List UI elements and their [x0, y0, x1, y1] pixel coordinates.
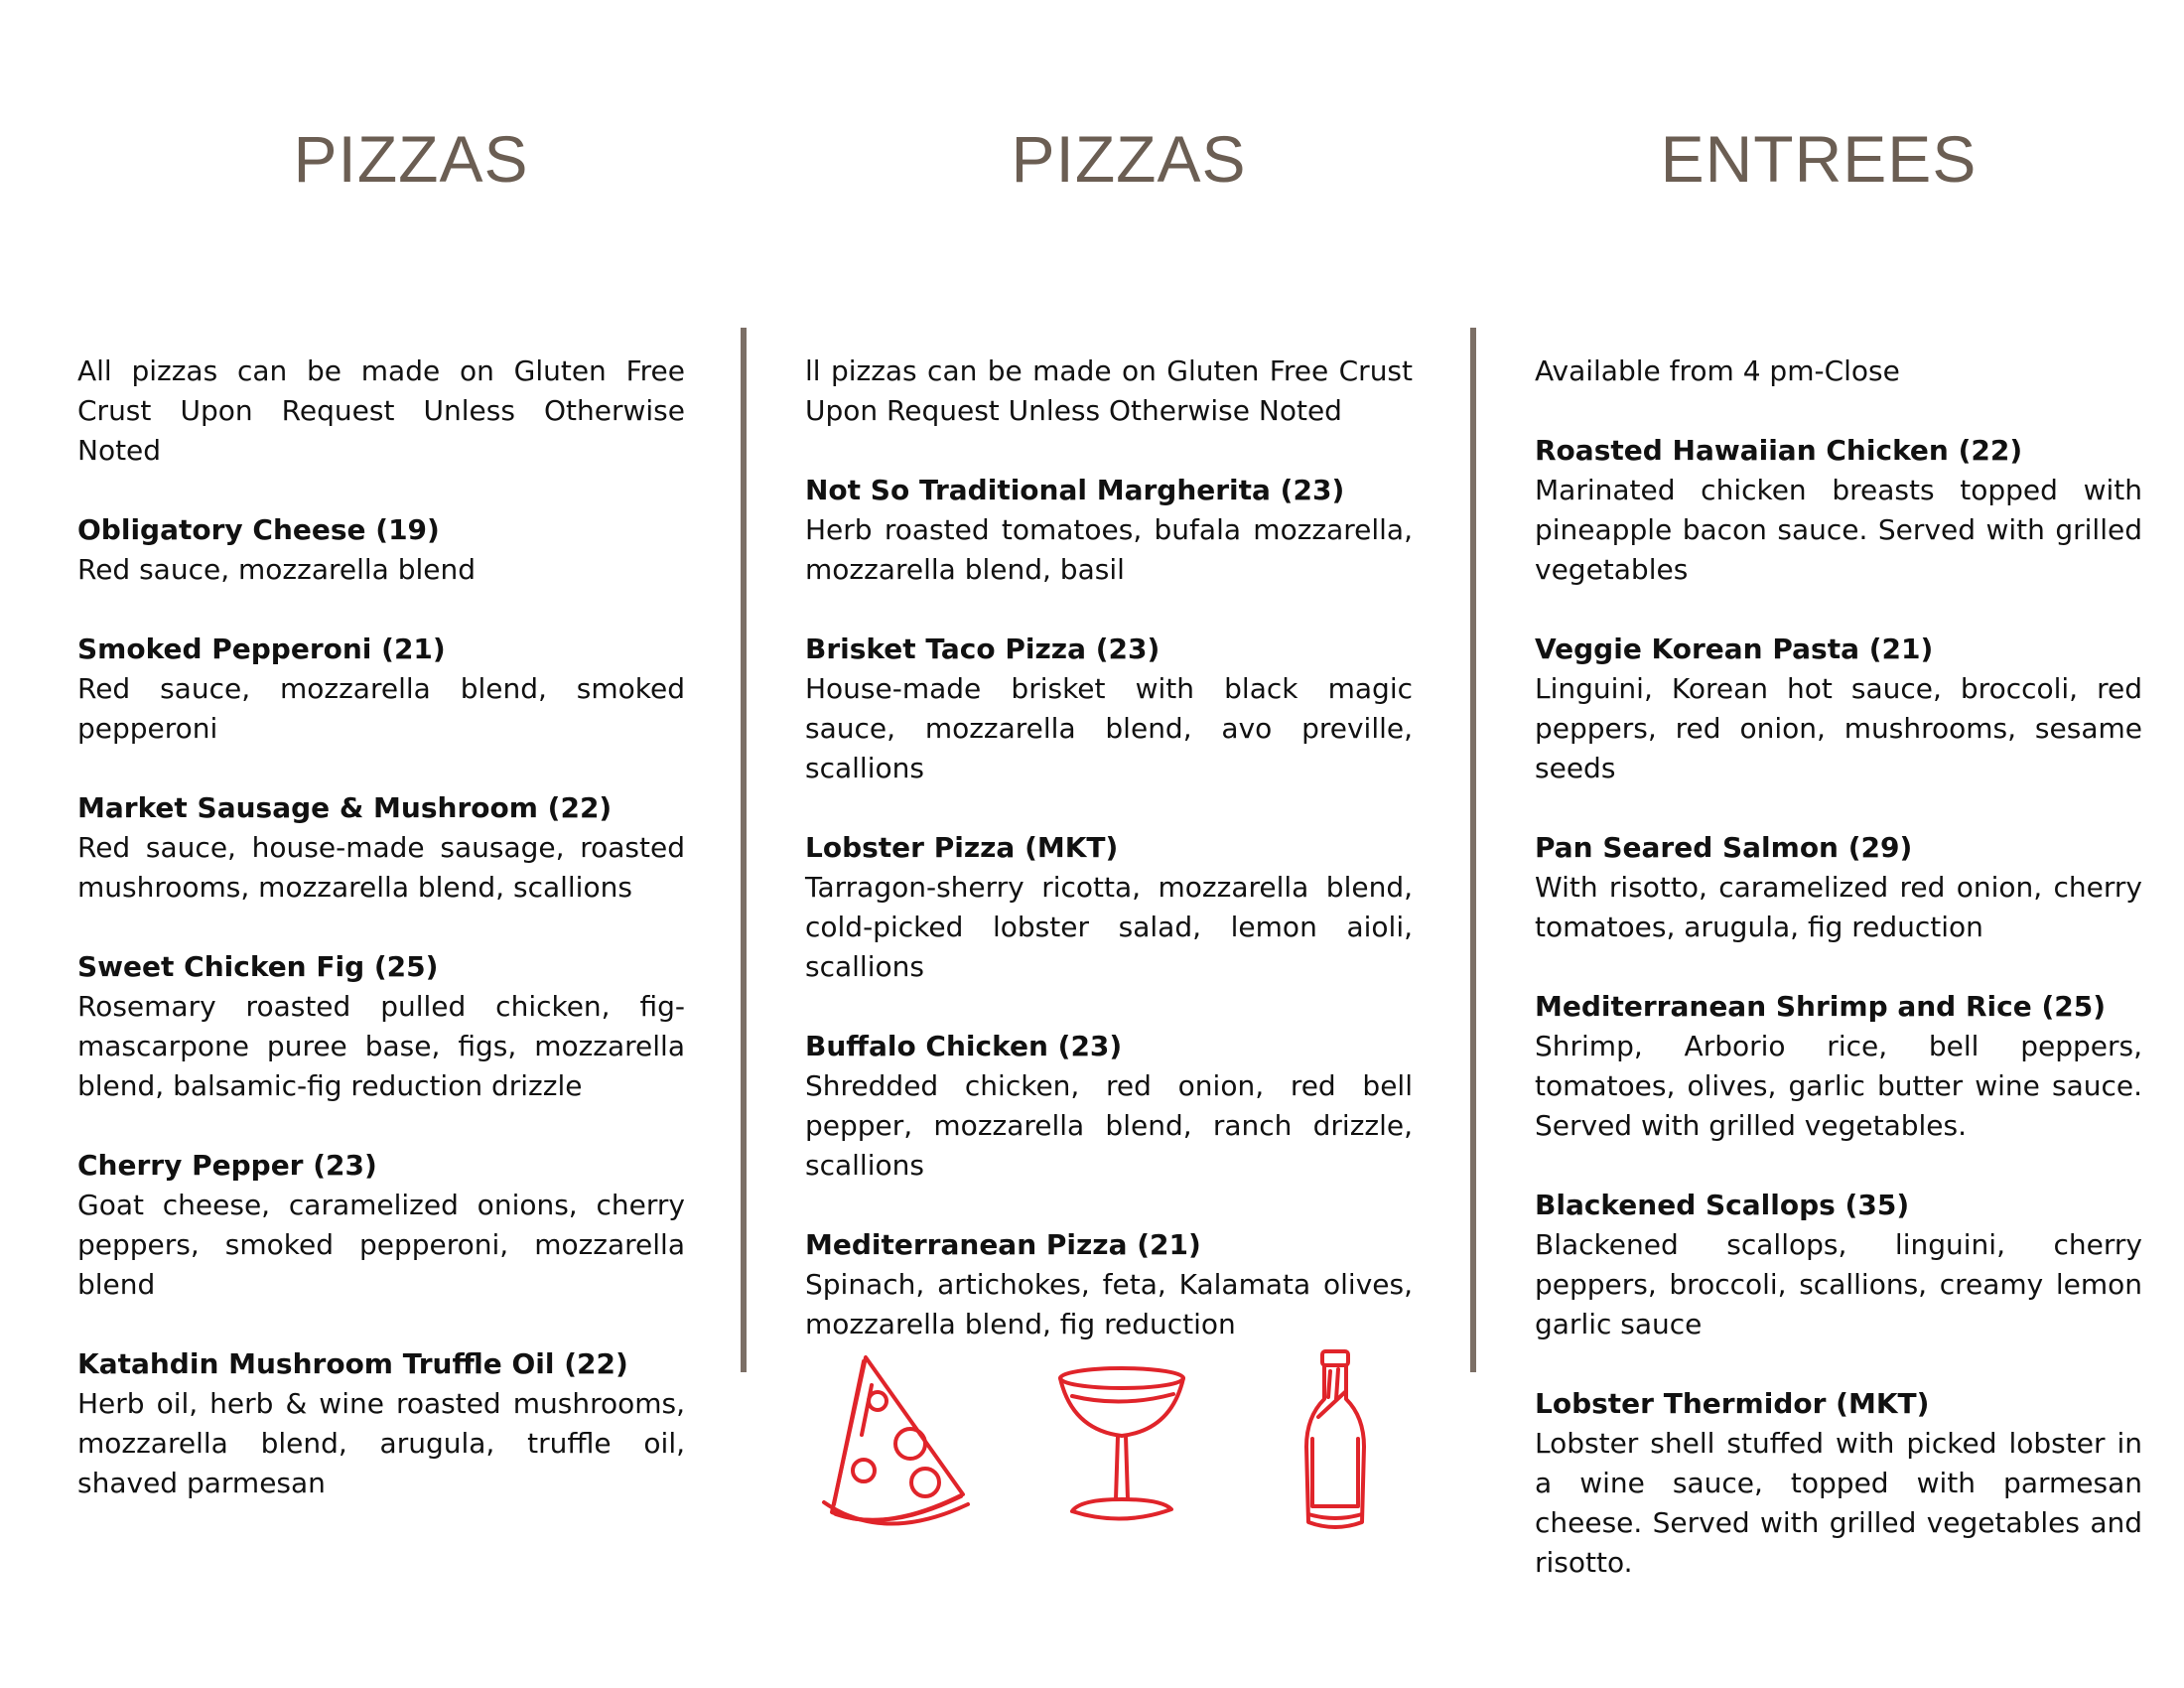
item-description: Lobster shell stuffed with picked lobster in a wine sauce, topped with parmesan cheese. Served with grilled vegetables and risotto.: [1535, 1427, 2142, 1579]
item-name: Mediterranean Pizza (21): [805, 1228, 1201, 1261]
item-description: Shredded chicken, red onion, red bell pepper, mozzarella blend, ranch drizzle, scallions: [805, 1069, 1413, 1182]
menu-item: [805, 1225, 1413, 1344]
bottle-icon: [1291, 1347, 1380, 1536]
item-name: Buffalo Chicken (23): [805, 1030, 1123, 1062]
item-description: Rosemary roasted pulled chicken, fig-mascarpone puree base, figs, mozzarella blend, balsamic-fig reduction drizzle: [77, 990, 685, 1102]
item-description: House-made brisket with black magic sauce, mozzarella blend, avo preville, scallions: [805, 672, 1413, 784]
menu-item: [805, 1027, 1413, 1186]
menu-item: [1535, 987, 2142, 1146]
item-description: Linguini, Korean hot sauce, broccoli, red peppers, red onion, mushrooms, sesame seeds: [1535, 672, 2142, 784]
item-name: Obligatory Cheese (19): [77, 513, 440, 546]
item-description: Goat cheese, caramelized onions, cherry peppers, smoked pepperoni, mozzarella blend: [77, 1189, 685, 1301]
item-name: Market Sausage & Mushroom (22): [77, 791, 613, 824]
item-description: Tarragon-sherry ricotta, mozzarella blend, cold-picked lobster salad, lemon aioli, scallions: [805, 871, 1413, 983]
menu-item: [77, 1146, 685, 1305]
availability-note: Available from 4 pm-Close: [1535, 354, 1900, 387]
section-heading: ENTREES: [1660, 122, 1978, 196]
pizza-slice-icon: [814, 1345, 973, 1544]
cocktail-glass-icon: [1052, 1360, 1191, 1529]
menu-item: [1535, 1186, 2142, 1344]
item-name: Katahdin Mushroom Truffle Oil (22): [77, 1347, 628, 1380]
menu-item: [77, 630, 685, 749]
item-description: Red sauce, mozzarella blend, smoked pepperoni: [77, 672, 685, 745]
item-name: Not So Traditional Margherita (23): [805, 474, 1345, 506]
column-content: [77, 352, 685, 1543]
decorative-doodles: [814, 1345, 1410, 1544]
column-content: [1535, 352, 2142, 1622]
item-name: Roasted Hawaiian Chicken (22): [1535, 434, 2023, 467]
column-divider: [1470, 328, 1476, 1372]
menu-item: [1535, 828, 2142, 947]
item-description: Marinated chicken breasts topped with pineapple bacon sauce. Served with grilled vegetables: [1535, 474, 2142, 586]
menu-item: [1535, 1384, 2142, 1583]
menu-item: [77, 788, 685, 908]
item-description: Herb oil, herb & wine roasted mushrooms, mozzarella blend, arugula, truffle oil, shaved parmesan: [77, 1387, 685, 1499]
item-name: Cherry Pepper (23): [77, 1149, 377, 1182]
item-name: Smoked Pepperoni (21): [77, 633, 446, 665]
item-name: Sweet Chicken Fig (25): [77, 950, 439, 983]
item-description: With risotto, caramelized red onion, cherry tomatoes, arugula, fig reduction: [1535, 871, 2142, 943]
item-description: Shrimp, Arborio rice, bell peppers, tomatoes, olives, garlic butter wine sauce. Served with grilled vegetables.: [1535, 1030, 2142, 1142]
item-description: Herb roasted tomatoes, bufala mozzarella, mozzarella blend, basil: [805, 513, 1413, 586]
item-name: Lobster Thermidor (MKT): [1535, 1387, 1930, 1420]
menu-item: [1535, 630, 2142, 788]
menu-item: [805, 630, 1413, 788]
item-name: Veggie Korean Pasta (21): [1535, 633, 1934, 665]
gluten-free-note: All pizzas can be made on Gluten Free Crust Upon Request Unless Otherwise Noted: [77, 354, 685, 467]
section-heading: PIZZAS: [293, 122, 529, 196]
item-description: Spinach, artichokes, feta, Kalamata olives, mozzarella blend, fig reduction: [805, 1268, 1413, 1340]
menu-item: [77, 1344, 685, 1503]
menu-item: [805, 828, 1413, 987]
menu-item: [1535, 431, 2142, 590]
menu-item: [805, 471, 1413, 590]
item-description: Red sauce, mozzarella blend: [77, 553, 477, 586]
menu-item: [77, 510, 685, 590]
column-content: [805, 352, 1413, 1384]
menu-item: [77, 947, 685, 1106]
item-name: Blackened Scallops (35): [1535, 1189, 1910, 1221]
item-description: Red sauce, house-made sausage, roasted mushrooms, mozzarella blend, scallions: [77, 831, 685, 904]
item-name: Pan Seared Salmon (29): [1535, 831, 1913, 864]
column-divider: [741, 328, 747, 1372]
section-heading: PIZZAS: [1011, 122, 1247, 196]
item-description: Blackened scallops, linguini, cherry peppers, broccoli, scallions, creamy lemon garlic sauce: [1535, 1228, 2142, 1340]
gluten-free-note: ll pizzas can be made on Gluten Free Crust Upon Request Unless Otherwise Noted: [805, 354, 1413, 427]
item-name: Mediterranean Shrimp and Rice (25): [1535, 990, 2107, 1023]
item-name: Lobster Pizza (MKT): [805, 831, 1119, 864]
item-name: Brisket Taco Pizza (23): [805, 633, 1160, 665]
